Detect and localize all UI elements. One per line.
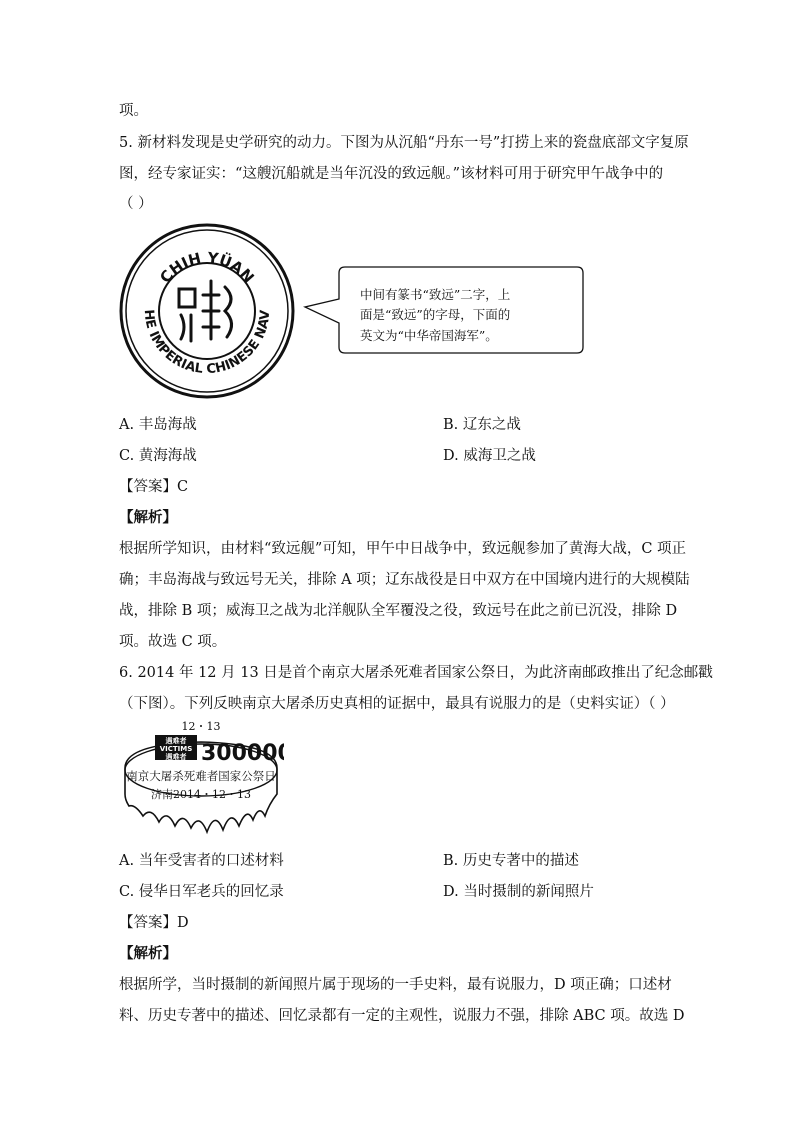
analysis-line-1: 根据所学，当时摄制的新闻照片属于现场的一手史料，最有说服力，D 项正确；口述材 bbox=[119, 977, 672, 993]
option-b: B. 辽东之战 bbox=[443, 417, 521, 433]
answer-label: 【答案】D bbox=[119, 915, 189, 931]
seal-ring-top-text: CHIH YÜAN bbox=[156, 248, 258, 287]
postmark-place-date: 济南2014・12・13 bbox=[151, 788, 251, 801]
analysis-line-2: 料、历史专著中的描述、回忆录都有一定的主观性，说服力不强，排除 ABC 项。故选 D bbox=[119, 1008, 685, 1024]
option-d: D. 威海卫之战 bbox=[443, 448, 536, 464]
callout-line-2: 面是“致远”的字母，下面的 bbox=[360, 307, 511, 322]
question-6-stem-line-1: 6. 2014 年 12 月 13 日是首个南京大屠杀死难者国家公祭日，为此济南邮政推出了纪念邮戳 bbox=[119, 665, 713, 681]
text-line: 项。 bbox=[119, 103, 148, 119]
question-5-answer-blank: （ ） bbox=[119, 196, 153, 212]
postmark-illustration bbox=[119, 720, 284, 836]
question-5-stem-line-1: 5. 新材料发现是史学研究的动力。下图为从沉船“丹东一号”打捞上来的瓷盘底部文字复原 bbox=[119, 135, 689, 151]
postmark-figure bbox=[119, 720, 284, 836]
analysis-line-2: 确；丰岛海战与致远号无关，排除 A 项；辽东战役是日中双方在中国境内进行的大规模陆 bbox=[119, 572, 690, 588]
victims-cn-1: 遇难者 bbox=[165, 736, 187, 745]
analysis-line-1: 根据所学知识，由材料“致远舰”可知，甲午中日战争中，致远舰参加了黄海大战，C 项正 bbox=[119, 541, 687, 557]
postmark-date-top: 12・13 bbox=[181, 720, 221, 733]
callout-line-3: 英文为“中华帝国海军”。 bbox=[360, 328, 498, 343]
option-b: B. 历史专著中的描述 bbox=[443, 853, 579, 869]
seal-script-glyph bbox=[179, 281, 232, 341]
postmark-caption: 南京大屠杀死难者国家公祭日 bbox=[126, 769, 276, 783]
seal-ring-bottom-text: HE IMPERIAL CHINESE NAV bbox=[140, 308, 274, 378]
victims-en: VICTIMS bbox=[159, 745, 193, 753]
analysis-heading: 【解析】 bbox=[119, 945, 177, 962]
option-d: D. 当时摄制的新闻照片 bbox=[443, 884, 594, 900]
question-6-stem-line-2: （下图）。下列反映南京大屠杀历史真相的证据中，最具有说服力的是（史料实证）（ ） bbox=[119, 696, 675, 712]
analysis-line-3: 战，排除 B 项；威海卫之战为北洋舰队全军覆没之役，致远号在此之前已沉没，排除 D bbox=[119, 603, 678, 619]
answer-label: 【答案】C bbox=[119, 479, 189, 495]
victims-cn-2: 遇难者 bbox=[165, 752, 187, 761]
victims-number: 300000 bbox=[201, 741, 284, 766]
option-c: C. 黄海海战 bbox=[119, 448, 197, 464]
callout-line-1: 中间有篆书“致远”二字，上 bbox=[360, 287, 511, 302]
question-5-stem-line-2: 图，经专家证实：“这艘沉船就是当年沉没的致远舰。”该材料可用于研究甲午战争中的 bbox=[119, 166, 664, 182]
option-c: C. 侵华日军老兵的回忆录 bbox=[119, 884, 284, 900]
analysis-heading: 【解析】 bbox=[119, 509, 177, 526]
analysis-line-4: 项。故选 C 项。 bbox=[119, 634, 227, 650]
option-a: A. 丰岛海战 bbox=[119, 417, 197, 433]
option-a: A. 当年受害者的口述材料 bbox=[119, 853, 284, 869]
